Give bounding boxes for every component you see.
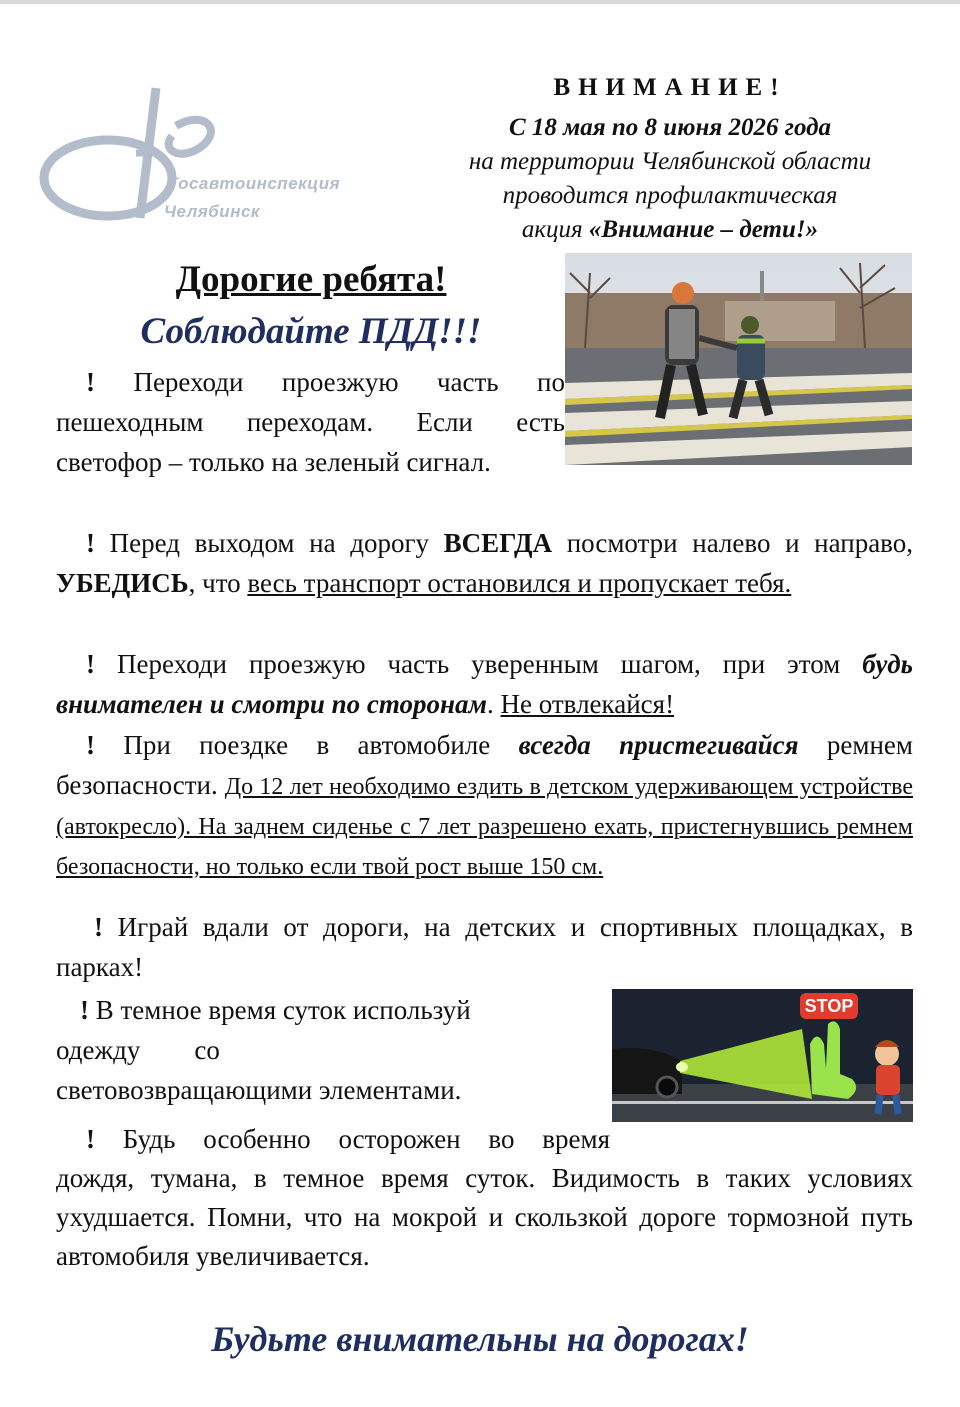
rule-look-both-ways	[56, 523, 913, 603]
reflective-elements-illustration	[612, 989, 913, 1122]
rule2-make-sure: УБЕДИСЬ	[56, 568, 189, 598]
rule-crosswalks-text: Переходи проезжую часть по пешеходным переходам. Если есть светофор – только на зеленый сигнал.	[56, 367, 565, 477]
rule2-underlined: весь транспорт остановился и пропускает тебя.	[247, 568, 792, 598]
rule-confident-step	[56, 644, 913, 724]
exclamation-mark: !	[86, 730, 95, 760]
rule3-no-distraction: Не отвлекайся!	[500, 689, 675, 719]
children-crossing-photo	[565, 253, 912, 465]
rule5-text: Играй вдали от дороги, на детских и спортивных площадках, в парках!	[56, 912, 913, 982]
rule7-text: дождя, тумана, в темное время суток. Видимость в таких условиях ухудшается. Помни, что на мокрой и скользкой дороге тормозной путь автомобиля увеличивается.	[56, 1163, 913, 1271]
exclamation-mark: !	[86, 528, 95, 558]
rule-bad-weather	[56, 1120, 913, 1276]
top-border	[0, 0, 960, 4]
rule2-part-c: посмотри налево и направо,	[552, 528, 913, 558]
rule4-part-c: ремнем безопасности.	[56, 730, 913, 800]
rule6-line3: световозвращающими элементами.	[56, 1075, 462, 1105]
logo-line1: Госавтоинспекция	[168, 174, 341, 193]
greeting-subtitle: Соблюдайте ПДД!!!	[140, 311, 482, 352]
rule6-line2: одежду со	[56, 1035, 220, 1065]
traffic-police-logo	[36, 78, 376, 228]
exclamation-mark: !	[94, 912, 103, 942]
rule3-part-a: Переходи проезжую часть уверенным шагом, при этом	[116, 649, 863, 679]
attention-heading: ВНИМАНИЕ!	[553, 74, 787, 101]
exclamation-mark: !	[80, 995, 89, 1025]
campaign-name: «Внимание – дети!»	[588, 216, 819, 243]
campaign-dates: С 18 мая по 8 июня 2026 года	[508, 114, 832, 141]
rule7-line1: Будь особенно осторожен во время	[122, 1124, 611, 1154]
rule-seatbelt	[56, 725, 913, 885]
rule4-part-a: При поездке в автомобиле	[123, 730, 519, 760]
rule-reflective-clothing	[56, 990, 610, 1110]
stop-sign-label: STOP	[804, 996, 854, 1016]
rule3-be-attentive: будь внимателен и смотри по сторонам	[56, 649, 914, 719]
footer-slogan: Будьте внимательны на дорогах!	[211, 1319, 749, 1359]
header-line3	[420, 216, 920, 244]
header-line2: проводится профилактическая	[502, 182, 838, 209]
logo-line2: Челябинск	[164, 202, 261, 221]
exclamation-mark: !	[86, 1124, 95, 1154]
rule2-part-e: , что	[188, 568, 248, 598]
rule4-child-seat-note: До 12 лет необходимо ездить в детском удерживающем устройстве (автокресло). На заднем сиденье с 7 лет разрешено ехать, пристегнувшись ремнем безопасности, но только если твой рост выше 150 см.	[56, 774, 914, 880]
exclamation-mark: !	[86, 649, 95, 679]
rule2-part-a: Перед выходом на дорогу	[109, 528, 444, 558]
header-line3-prefix: акция	[521, 216, 589, 243]
rule-play-away	[56, 907, 913, 987]
exclamation-mark: !	[86, 367, 95, 397]
rule4-always-buckle: всегда пристегивайся	[518, 730, 799, 760]
rule2-always: ВСЕГДА	[443, 528, 553, 558]
rule3-part-c: .	[487, 689, 501, 719]
header-line1: на территории Челябинской области	[468, 148, 872, 175]
rule-crosswalks	[56, 362, 565, 482]
greeting-title: Дорогие ребята!	[175, 259, 447, 300]
rule6-line1: В темное время суток используй	[95, 995, 471, 1025]
